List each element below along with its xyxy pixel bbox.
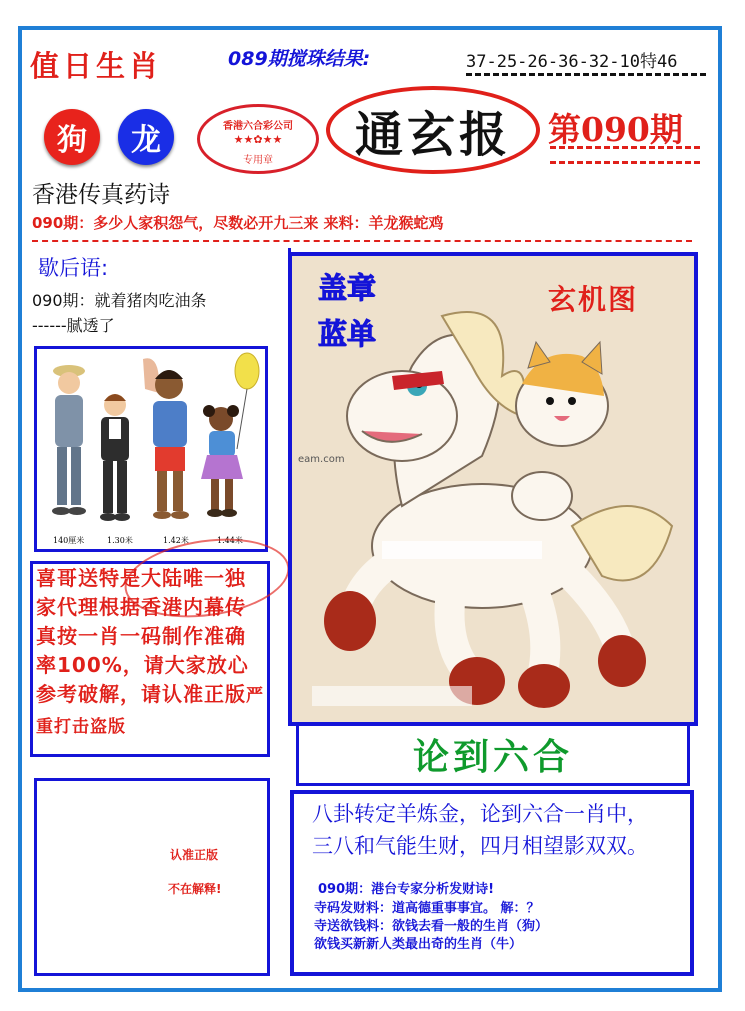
- blank-note-line1: 认准正版: [170, 848, 219, 862]
- kid-suit-figure: [100, 394, 130, 521]
- kid-shell-figure: [143, 358, 189, 519]
- liuhe-heading: 论到六合: [412, 736, 573, 778]
- liuhe-note-4: 欲钱买新新人类最出奇的生肖（牛）: [314, 937, 523, 952]
- company-seal: [197, 104, 319, 174]
- kid-balloon-figure: [201, 353, 259, 517]
- poem-line: 090期：多少人家积怨气，尽数必开九三来 来料：羊龙猴蛇鸡: [32, 214, 444, 232]
- seal-company-name: 香港六合彩公司: [223, 121, 293, 132]
- xuanji-title: 玄机图: [548, 283, 639, 316]
- zodiac-dragon-label: 龙: [131, 123, 161, 158]
- ad-main-text: 喜哥送特是大陆唯一独家代理根据香港内幕传真按一肖一码制作准确率100%，请大家放心参考破解，请认准正版: [36, 566, 249, 706]
- xiehouyu-heading: 歇后语:: [38, 256, 109, 280]
- stamp-label-1: 盖章: [318, 271, 377, 305]
- paper-name-badge: [326, 86, 540, 174]
- liuhe-note-3: 寺送欲钱料：欲钱去看一般的生肖（狗）: [314, 919, 549, 934]
- kids-illustration: [37, 349, 265, 549]
- liuhe-poem-line1: 八卦转定羊炼金，论到六合一肖中，: [312, 802, 648, 826]
- liuhe-poem-line2: 三八和气能生财，四月相望影双双。: [312, 834, 648, 858]
- poem-heading: 香港传真药诗: [32, 182, 170, 208]
- liuhe-heading-box: [296, 726, 690, 786]
- issue-number: 第090期: [548, 110, 683, 149]
- blank-note-line2: 不在解释!: [168, 882, 222, 896]
- zodiac-circle-dog: [44, 109, 100, 165]
- xiehouyu-line1: 090期：就着猪肉吃油条: [32, 291, 207, 310]
- height-label-2: 1.30米: [107, 536, 133, 545]
- seal-sub: 专用章: [243, 155, 273, 166]
- issue-underline: [550, 146, 700, 164]
- draw-result-value: 37-25-26-36-32-10特46: [466, 52, 678, 72]
- draw-result-underline: [466, 73, 706, 76]
- blank-note-box: [34, 778, 270, 976]
- duty-zodiac-title: 值日生肖: [30, 49, 163, 83]
- height-label-1: 140厘米: [53, 536, 85, 545]
- poem-divider: [32, 240, 692, 242]
- liuhe-note-1: 090期：港台专家分析发财诗!: [318, 882, 495, 897]
- ad-highlight-text: 严重打击盗版: [36, 686, 264, 737]
- height-label-4: 1.44米: [217, 536, 243, 545]
- kids-illustration-box: [34, 346, 268, 552]
- xiehouyu-line2: ------腻透了: [32, 316, 115, 335]
- seal-stars-icon: ★★✿★★: [233, 133, 283, 146]
- liuhe-note-2: 寺码发财料：道高德重事事宜。 解：？: [314, 901, 540, 916]
- stamp-label-2: 蓝单: [318, 317, 377, 351]
- zodiac-dog-label: 狗: [57, 123, 87, 158]
- draw-result-label: 089期搅珠结果:: [228, 48, 371, 70]
- xuanji-picture-frame: [288, 252, 698, 726]
- zodiac-circle-dragon: [118, 109, 174, 165]
- xuanji-watermark: eam.com: [298, 454, 345, 465]
- kid-sailor-figure: [52, 365, 86, 515]
- paper-name: 通玄报: [354, 106, 511, 163]
- height-label-3: 1.42米: [163, 536, 189, 545]
